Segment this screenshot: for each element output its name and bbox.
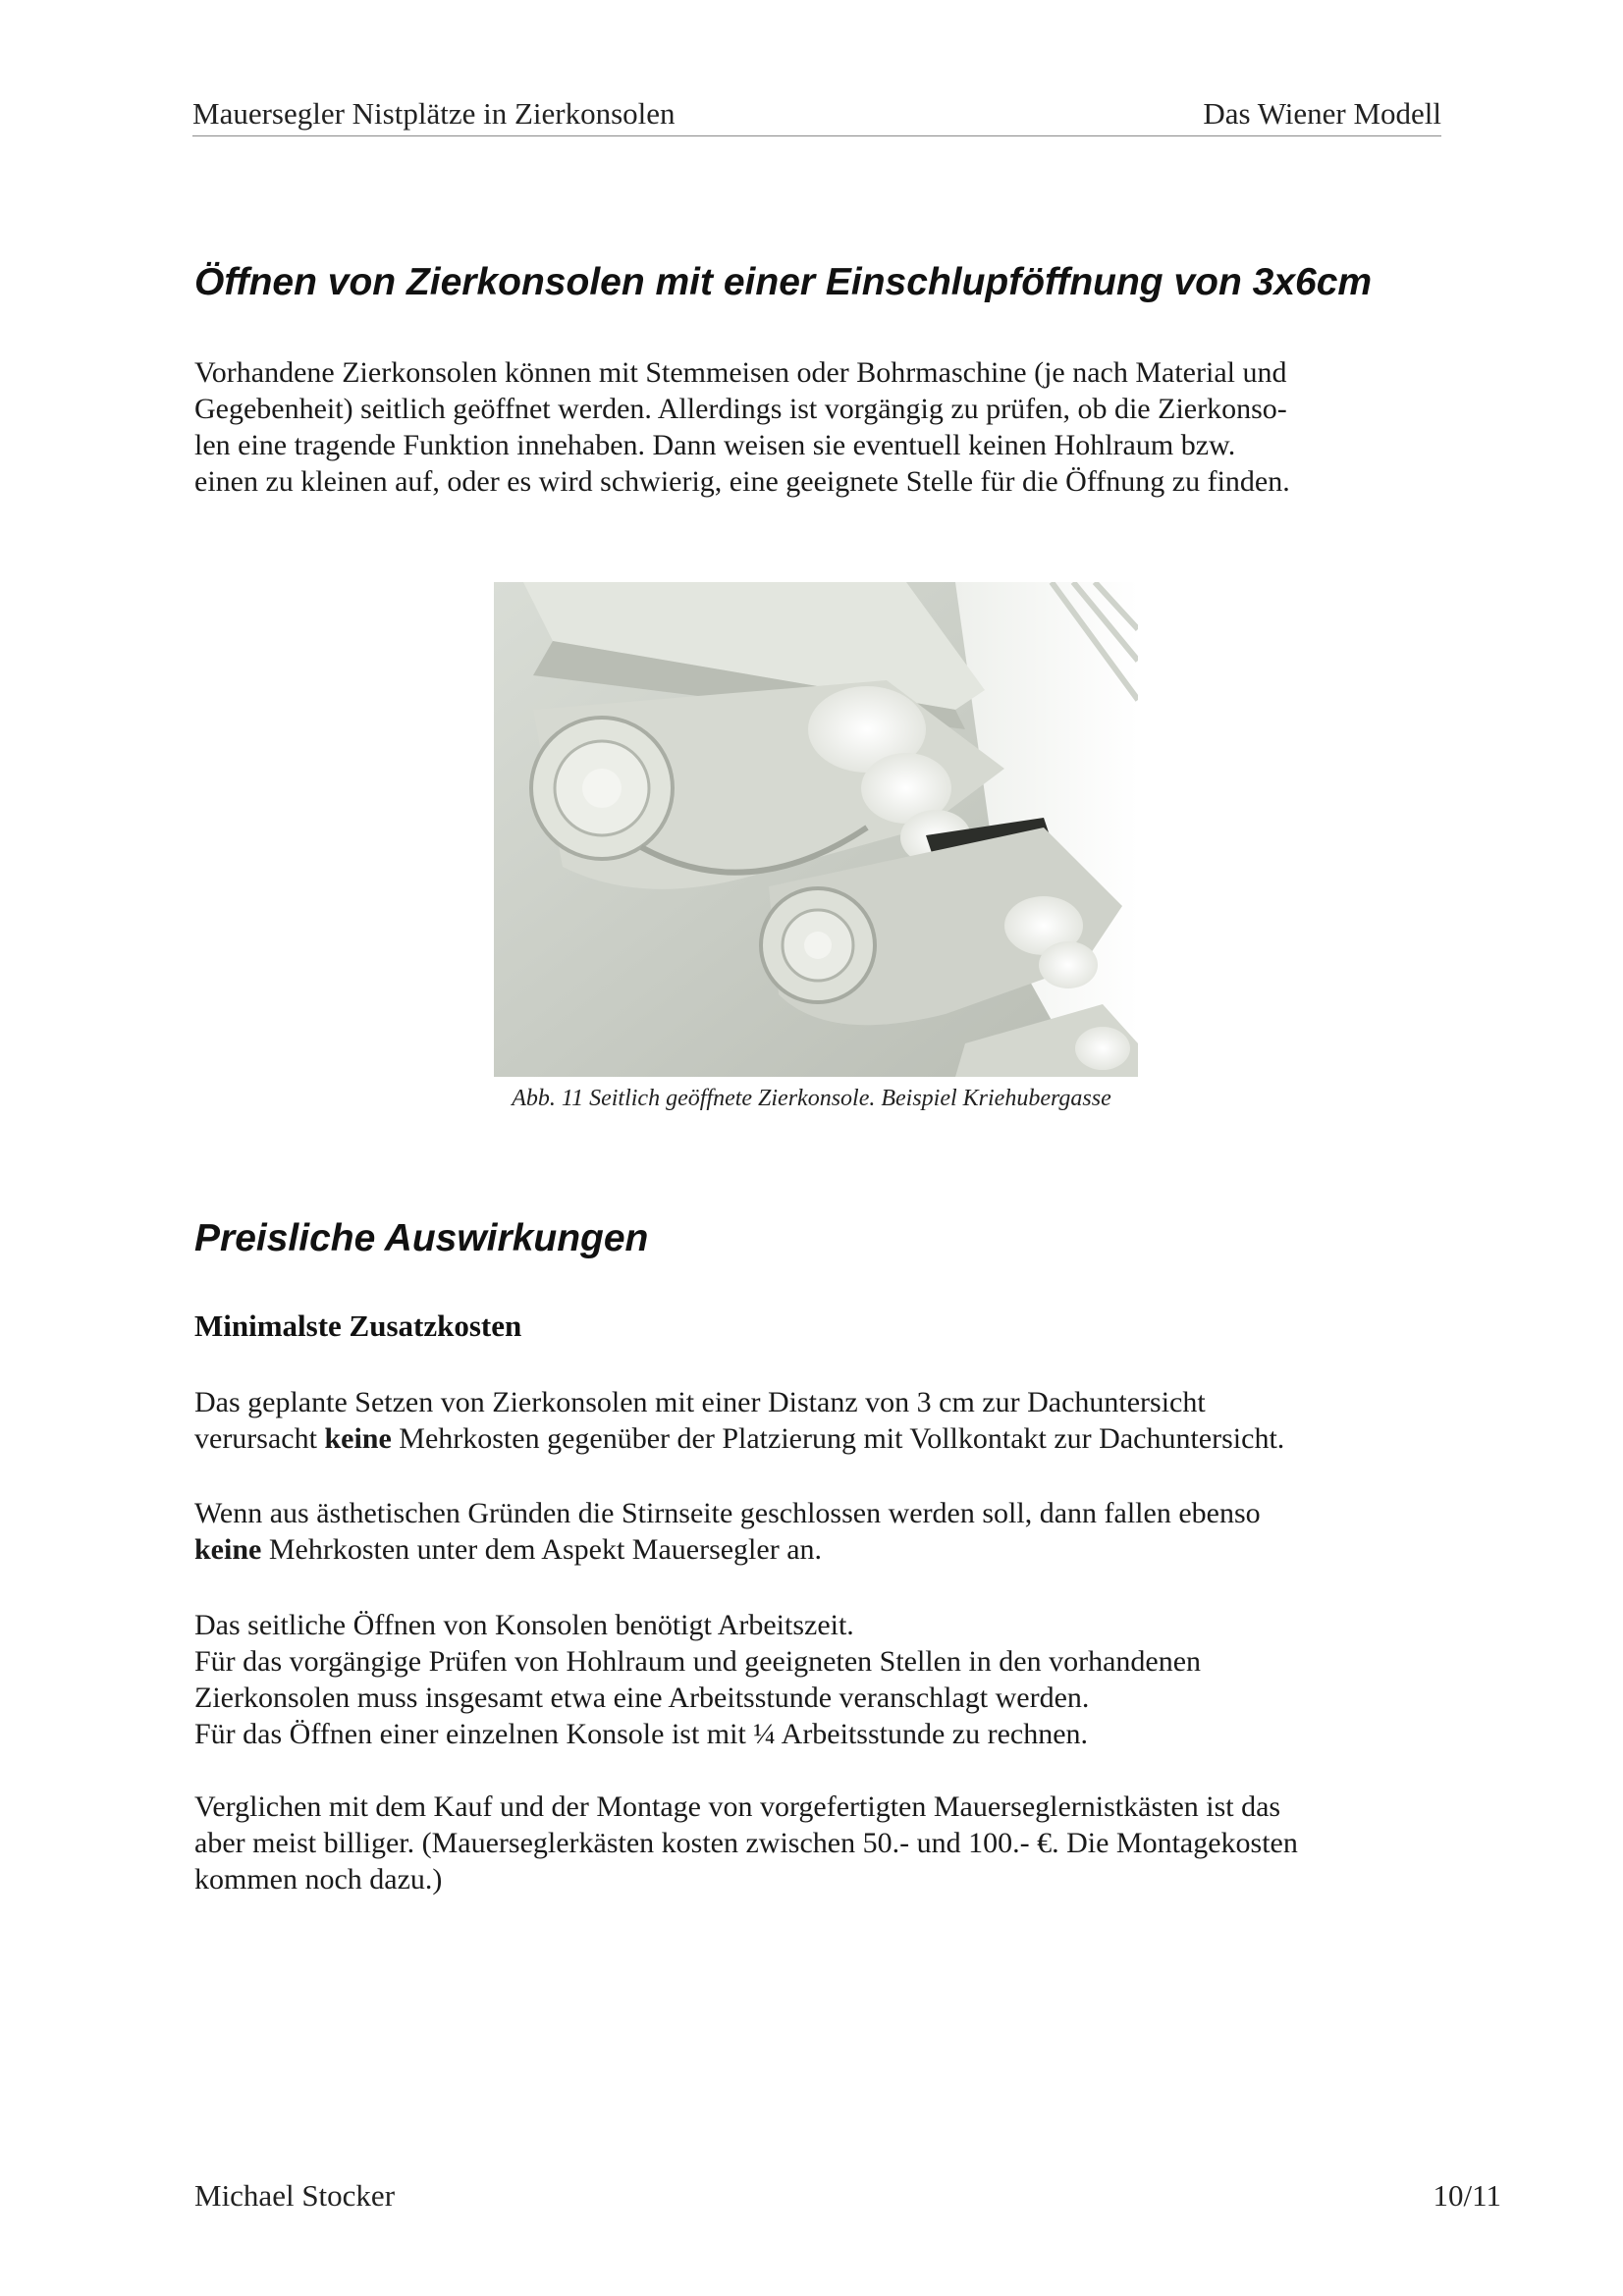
text-line: Das seitliche Öffnen von Konsolen benötigt Arbeitszeit. (194, 1609, 854, 1641)
text-line: Das geplante Setzen von Zierkonsolen mit einer Distanz von 3 cm zur Dachuntersicht (194, 1386, 1206, 1418)
text-run: verursacht (194, 1422, 325, 1455)
figure-caption: Abb. 11 Seitlich geöffnete Zierkonsole. Beispiel Kriehubergasse (512, 1086, 1111, 1111)
paragraph-closed-front (194, 1495, 1451, 1568)
text-line: Zierkonsolen muss insgesamt etwa eine Arbeitsstunde veranschlagt werden. (194, 1682, 1090, 1714)
intro-paragraph (194, 354, 1451, 500)
footer-page-number: 10/11 (1433, 2178, 1501, 2213)
paragraph-comparison (194, 1789, 1451, 1897)
emphasis-keine: keine (324, 1422, 392, 1455)
header-series-title: Das Wiener Modell (1203, 96, 1441, 131)
header-document-title: Mauersegler Nistplätze in Zierkonsolen (192, 96, 676, 131)
figure-photo-opened-bracket (494, 582, 1138, 1077)
running-header (192, 94, 1441, 136)
subsection-title: Minimalste Zusatzkosten (194, 1308, 522, 1343)
text-line: Verglichen mit dem Kauf und der Montage von vorgefertigten Mauerseglernistkästen ist das (194, 1790, 1281, 1823)
text-line: aber meist billiger. (Mauerseglerkästen kosten zwischen 50.- und 100.- €. Die Montagekosten (194, 1827, 1298, 1859)
footer-author: Michael Stocker (194, 2178, 396, 2213)
text-line: Für das Öffnen einer einzelnen Konsole ist mit ¼ Arbeitsstunde zu rechnen. (194, 1718, 1089, 1750)
text-line (194, 1420, 1451, 1457)
text-line: Vorhandene Zierkonsolen können mit Stemmeisen oder Bohrmaschine (je nach Material und (194, 356, 1287, 389)
section-title-oeffnen: Öffnen von Zierkonsolen mit einer Einschlupföffnung von 3x6cm (194, 261, 1373, 303)
emphasis-keine: keine (194, 1533, 262, 1566)
text-line: einen zu kleinen auf, oder es wird schwierig, eine geeignete Stelle für die Öffnung zu finden. (194, 465, 1290, 498)
text-line: kommen noch dazu.) (194, 1863, 443, 1896)
text-run: Mehrkosten unter dem Aspekt Mauersegler an. (261, 1533, 823, 1566)
text-line: Wenn aus ästhetischen Gründen die Stirnseite geschlossen werden soll, dann fallen ebenso (194, 1497, 1261, 1529)
section-title-preisliche-auswirkungen: Preisliche Auswirkungen (194, 1217, 649, 1259)
text-line: len eine tragende Funktion innehaben. Dann weisen sie eventuell keinen Hohlraum bzw. (194, 429, 1236, 461)
paragraph-working-time (194, 1607, 1451, 1752)
text-line: Für das vorgängige Prüfen von Hohlraum und geeigneten Stellen in den vorhandenen (194, 1645, 1202, 1678)
text-line (194, 1531, 1451, 1568)
text-line: Gegebenheit) seitlich geöffnet werden. Allerdings ist vorgängig zu prüfen, ob die Zierkonso- (194, 393, 1287, 425)
paragraph-distance-cost (194, 1384, 1451, 1457)
text-run: Mehrkosten gegenüber der Platzierung mit Vollkontakt zur Dachuntersicht. (391, 1422, 1285, 1455)
photo-zierkonsole (494, 582, 1138, 1077)
